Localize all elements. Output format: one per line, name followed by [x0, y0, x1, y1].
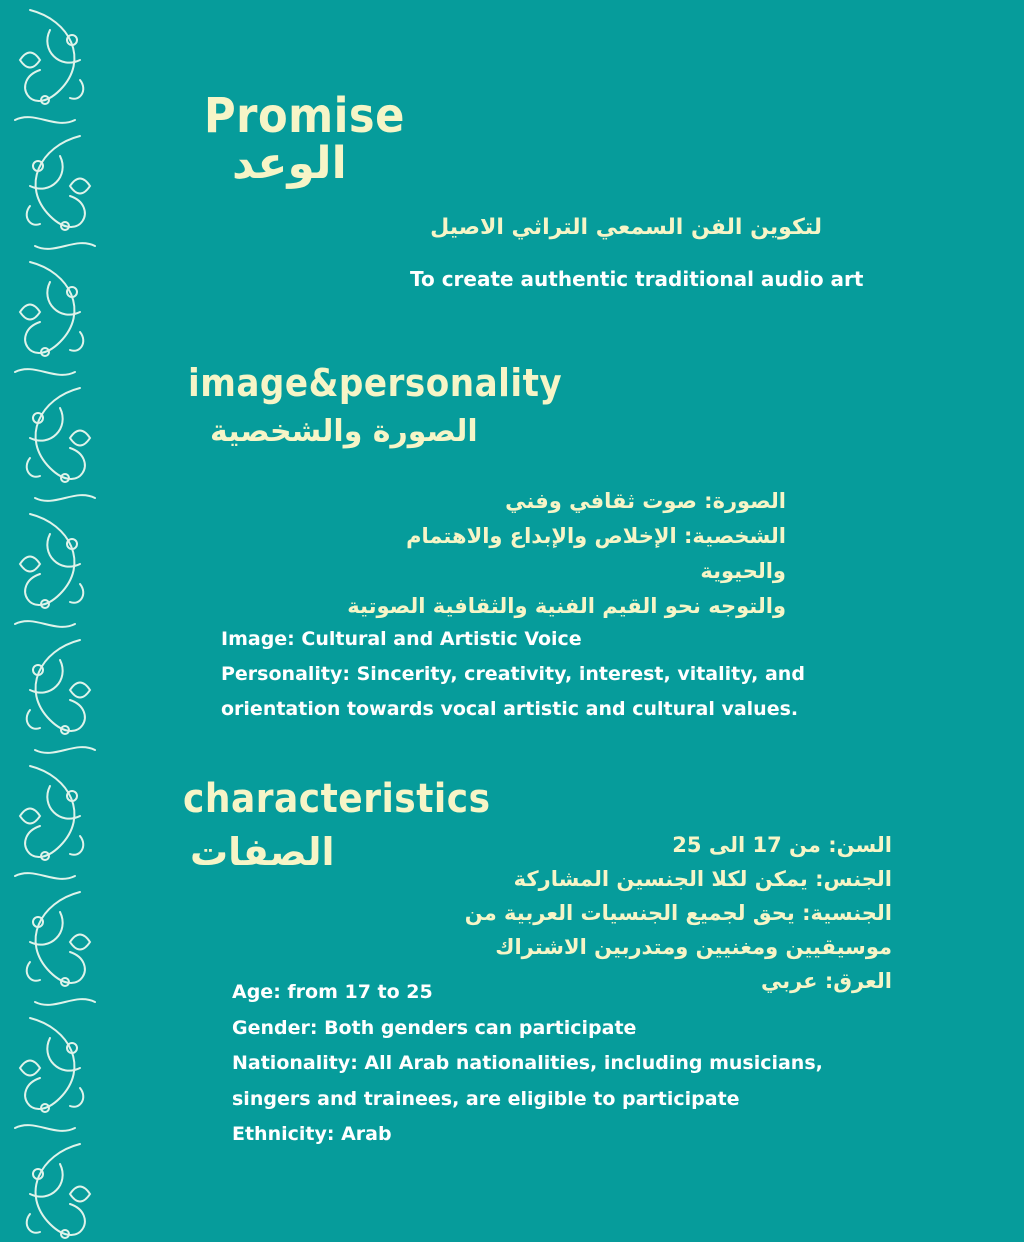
text-line: الشخصية: الإخلاص والإبداع والاهتمام والحيوية — [406, 524, 786, 583]
promise-text-ar: لتكوين الفن السمعي التراثي الاصيل — [430, 215, 822, 240]
text-line: والتوجه نحو القيم الفنية والثقافية الصوتية — [347, 594, 786, 618]
text-line: السن: من 17 الى 25 — [672, 833, 892, 857]
text-line: singers and trainees, are eligible to participate — [232, 1087, 740, 1110]
characteristics-text-en — [232, 975, 823, 1153]
text-line: Image: Cultural and Artistic Voice — [221, 628, 582, 650]
musical-notes-border — [0, 0, 110, 1242]
image-personality-title-en: image&personality — [188, 361, 563, 405]
image-personality-text-ar — [330, 484, 786, 624]
characteristics-text-ar — [360, 828, 892, 998]
text-line: orientation towards vocal artistic and cultural values. — [221, 698, 799, 720]
characteristics-title-ar: الصفات — [190, 830, 335, 874]
image-personality-text-en — [221, 622, 805, 727]
text-line: العرق: عربي — [760, 969, 892, 993]
text-line: موسيقيين ومغنيين ومتدربين الاشتراك — [495, 935, 892, 959]
text-line: Nationality: All Arab nationalities, including musicians, — [232, 1052, 823, 1074]
text-line: Gender: Both genders can participate — [232, 1016, 637, 1039]
characteristics-title-en: characteristics — [183, 776, 491, 822]
text-line: Ethnicity: Arab — [232, 1123, 392, 1145]
promise-text-en: To create authentic traditional audio art — [410, 267, 864, 291]
text-line: الجنس: يمكن لكلا الجنسين المشاركة — [513, 867, 892, 891]
promise-title-en: Promise — [204, 88, 405, 144]
text-line: الجنسية: يحق لجميع الجنسيات العربية من — [464, 901, 892, 925]
image-personality-title-ar: الصورة والشخصية — [210, 414, 478, 449]
promise-title-ar: الوعد — [232, 138, 347, 189]
text-line: الصورة: صوت ثقافي وفني — [505, 489, 786, 513]
text-line: Age: from 17 to 25 — [232, 981, 433, 1003]
text-line: Personality: Sincerity, creativity, interest, vitality, and — [221, 663, 805, 685]
